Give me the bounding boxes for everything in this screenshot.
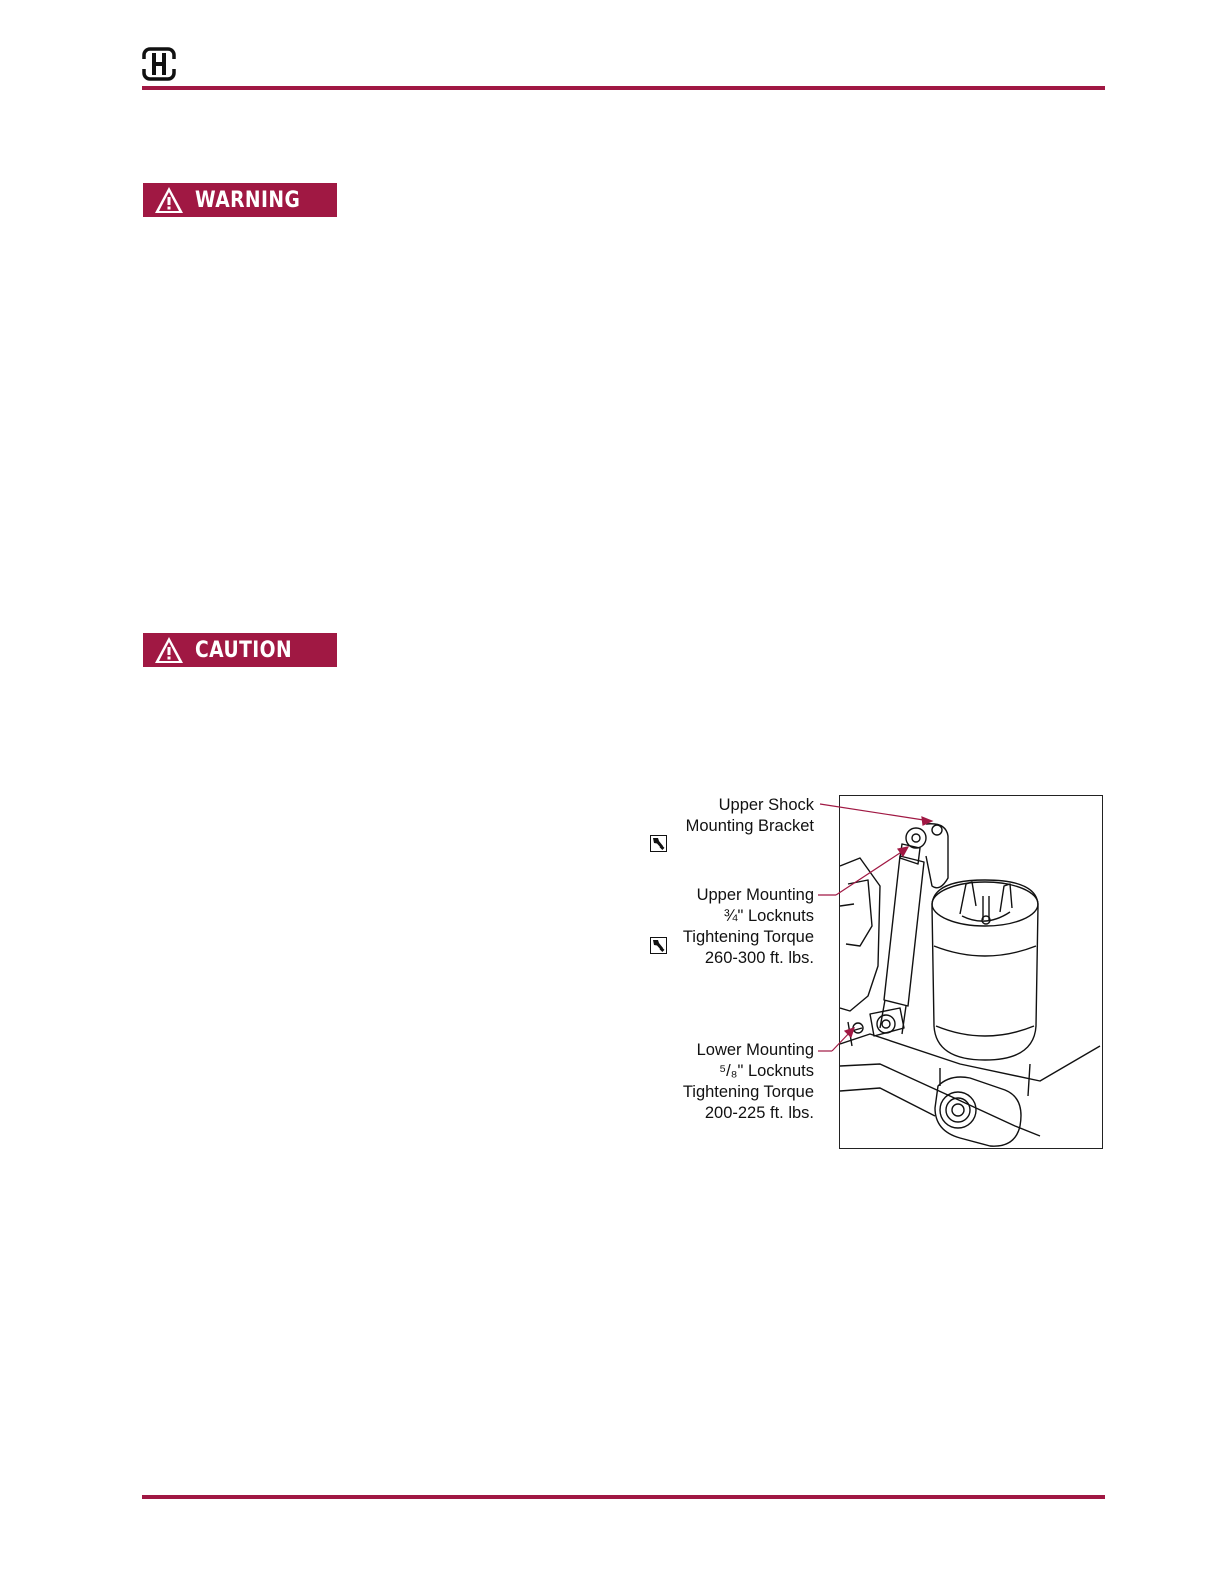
callout-line: Upper Shock (718, 796, 814, 814)
callout-line: Lower Mounting (696, 1041, 814, 1059)
callout-line: 260-300 ft. lbs. (704, 949, 814, 967)
callout-lower-mounting (683, 1040, 814, 1124)
leader-arrow-upper-bracket (922, 817, 932, 825)
footer-rule (142, 1495, 1105, 1499)
leader-arrow-upper-mounting (898, 847, 908, 856)
callout-line: 200-225 ft. lbs. (704, 1104, 814, 1122)
callout-line: ¾" Locknuts (723, 907, 814, 925)
callout-line: ⁵/₈" Locknuts (719, 1062, 814, 1080)
leader-upper-bracket (820, 804, 930, 821)
callout-line: Upper Mounting (696, 886, 814, 904)
torque-wrench-icon (650, 835, 667, 852)
callout-line: Tightening Torque (682, 1083, 814, 1101)
callout-line: Mounting Bracket (685, 817, 814, 835)
callout-upper-mounting (683, 885, 814, 969)
torque-wrench-icon (650, 937, 667, 954)
callout-line: Tightening Torque (682, 928, 814, 946)
leader-upper-mounting-b (836, 849, 906, 895)
caution-label: CAUTION (195, 637, 293, 663)
warning-label: WARNING (195, 187, 301, 213)
callout-upper-shock-bracket (686, 795, 814, 837)
